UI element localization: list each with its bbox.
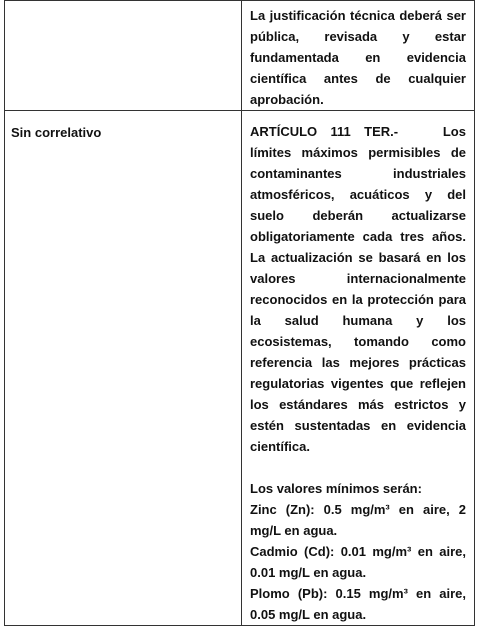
min-values-intro: Los valores mínimos serán: [250,481,422,496]
left-cell-empty [5,1,242,111]
left-cell [5,111,242,626]
sin-correlativo-label: Sin correlativo [11,125,102,140]
value-cadmio: Cadmio (Cd): 0.01 mg/m³ en aire, 0.01 mg/L en agua. [250,544,466,580]
article-heading: ARTÍCULO 111 TER.- [250,124,399,139]
value-plomo: Plomo (Pb): 0.15 mg/m³ en aire, 0.05 mg/L en agua. [250,586,466,622]
value-zinc: Zinc (Zn): 0.5 mg/m³ en aire, 2 mg/L en agua. [250,502,466,538]
table-row [5,111,475,626]
table-row [5,1,475,111]
right-cell [242,111,475,626]
article-paragraph [250,121,466,457]
right-cell [242,1,475,111]
justification-paragraph: La justificación técnica deberá ser pública, revisada y estar fundamentada en evidencia científica antes de cualquier aprobación. [250,8,466,107]
comparison-table [4,0,475,626]
article-body: Los límites máximos permisibles de contaminantes industriales atmosféricos, acuáticos y del suelo deberán actualizarse obligatoriamente cada tres años. La actualización se basará en los valores internacionalmente reconocidos en la protección para la salud humana y los ecosistemas, tomando como referencia las mejores prácticas regulatorias vigentes que reflejen los estándares más estrictos y estén sustentadas en evidencia científica. [250,124,466,454]
